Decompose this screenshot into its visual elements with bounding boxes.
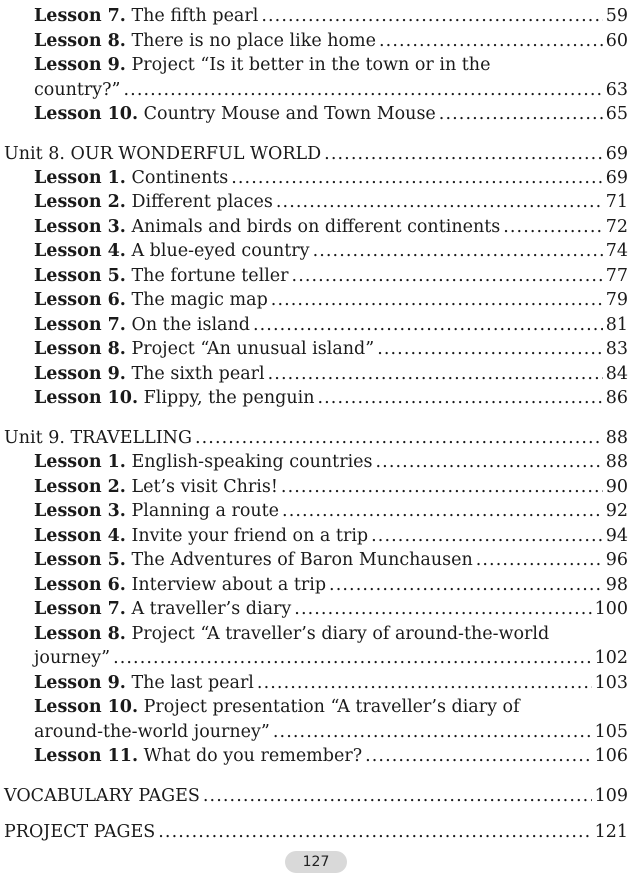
toc-row [34,597,628,621]
lesson-label: Lesson 9. [34,55,126,75]
section-heading [4,784,628,808]
unit-heading [4,142,628,166]
page-ref: 81 [605,315,628,335]
lesson-title: A traveller’s diary [131,599,292,619]
toc-row [34,475,628,499]
lesson-label: Lesson 10. [34,388,139,408]
lesson-label: Lesson 6. [34,290,126,310]
page-ref: 84 [605,364,628,384]
toc-row [34,548,628,572]
lesson-title: Different places [131,192,273,212]
lesson-title: Invite your friend on a trip [131,526,369,546]
toc-row [34,288,628,312]
page-ref: 100 [594,599,628,619]
lesson-label: Lesson 5. [34,266,126,286]
lesson-title: Interview about a trip [131,575,327,595]
lesson-title: What do you remember? [143,746,363,766]
section-title: PROJECT PAGES [4,822,156,842]
lesson-title: Continents [131,168,229,188]
page-ref: 121 [594,822,628,842]
section-title: VOCABULARY PAGES [4,786,200,806]
unit-title: Unit 8. OUR WONDERFUL WORLD [4,144,322,164]
page-ref: 103 [594,673,628,693]
page-ref: 86 [605,388,628,408]
page-ref: 105 [594,722,628,742]
lesson-label: Lesson 9. [34,673,126,693]
page-ref: 106 [594,746,628,766]
page-ref: 94 [605,526,628,546]
lesson-title: The Adventures of Baron Munchausen [131,550,473,570]
toc-row [34,215,628,239]
lesson-title: Planning a route [131,501,280,521]
page-ref: 88 [605,452,628,472]
toc-row [34,671,628,695]
toc-row [34,166,628,190]
page-ref: 102 [594,648,628,668]
lesson-label: Lesson 1. [34,168,126,188]
lesson-title: The sixth pearl [131,364,265,384]
toc-row [34,362,628,386]
toc-row [34,190,628,214]
toc-row [34,499,628,523]
section-heading [4,820,628,844]
toc-row-continuation [34,720,628,744]
unit-heading [4,426,628,450]
lesson-label: Lesson 5. [34,550,126,570]
lesson-title: Country Mouse and Town Mouse [143,104,436,124]
toc-row-continuation [34,646,628,670]
lesson-label: Lesson 10. [34,697,139,717]
page-number-badge: 127 [285,851,347,873]
toc-row [34,524,628,548]
toc-row [34,4,628,28]
lesson-label: Lesson 3. [34,217,126,237]
lesson-label: Lesson 6. [34,575,126,595]
lesson-label: Lesson 2. [34,477,126,497]
page-ref: 71 [605,192,628,212]
toc-row [34,53,628,77]
page-ref: 74 [605,241,628,261]
lesson-title: On the island [131,315,250,335]
lesson-title: Project presentation “A traveller’s diary of [143,697,520,717]
lesson-title: Let’s visit Chris! [131,477,278,497]
toc-row [34,573,628,597]
lesson-title: Project “Is it better in the town or in the [131,55,491,75]
lesson-title: The fortune teller [131,266,289,286]
lesson-label: Lesson 8. [34,339,126,359]
toc-row [34,337,628,361]
lesson-label: Lesson 8. [34,31,126,51]
toc-row-continuation [34,78,628,102]
lesson-title-cont: country?” [34,80,121,100]
lesson-label: Lesson 9. [34,364,126,384]
lesson-title: The fifth pearl [131,6,259,26]
page-ref: 69 [605,168,628,188]
lesson-label: Lesson 10. [34,104,139,124]
lesson-label: Lesson 4. [34,526,126,546]
toc-row [34,29,628,53]
lesson-title: Flippy, the penguin [143,388,315,408]
page-ref: 65 [605,104,628,124]
page-ref: 63 [605,80,628,100]
page-ref: 83 [605,339,628,359]
lesson-title: Animals and birds on different continents [131,217,501,237]
lesson-label: Lesson 7. [34,599,126,619]
page-ref: 88 [605,428,628,448]
lesson-label: Lesson 4. [34,241,126,261]
lesson-title: Project “An unusual island” [131,339,375,359]
lesson-title-cont: journey” [34,648,111,668]
toc-row [34,313,628,337]
lesson-title: Project “A traveller’s diary of around-the-world [131,624,550,644]
page-ref: 77 [605,266,628,286]
page-ref: 59 [605,6,628,26]
lesson-label: Lesson 7. [34,6,126,26]
lesson-title-cont: around-the-world journey” [34,722,270,742]
lesson-label: Lesson 3. [34,501,126,521]
page-ref: 72 [605,217,628,237]
page-ref: 92 [605,501,628,521]
toc-row [34,744,628,768]
lesson-label: Lesson 1. [34,452,126,472]
unit-title: Unit 9. TRAVELLING [4,428,192,448]
page-ref: 98 [605,575,628,595]
page-ref: 96 [605,550,628,570]
page-ref: 109 [594,786,628,806]
toc-row [34,386,628,410]
lesson-label: Lesson 8. [34,624,126,644]
lesson-label: Lesson 7. [34,315,126,335]
page-ref: 69 [605,144,628,164]
toc-row [34,450,628,474]
toc-row [34,239,628,263]
lesson-label: Lesson 11. [34,746,139,766]
toc-row [34,102,628,126]
lesson-label: Lesson 2. [34,192,126,212]
page-ref: 79 [605,290,628,310]
lesson-title: There is no place like home [131,31,377,51]
toc-row [34,695,628,719]
lesson-title: English-speaking countries [131,452,373,472]
lesson-title: A blue-eyed country [131,241,310,261]
toc-row [34,264,628,288]
page-ref: 90 [605,477,628,497]
toc-row [34,622,628,646]
lesson-title: The magic map [131,290,268,310]
page-ref: 60 [605,31,628,51]
lesson-title: The last pearl [131,673,254,693]
